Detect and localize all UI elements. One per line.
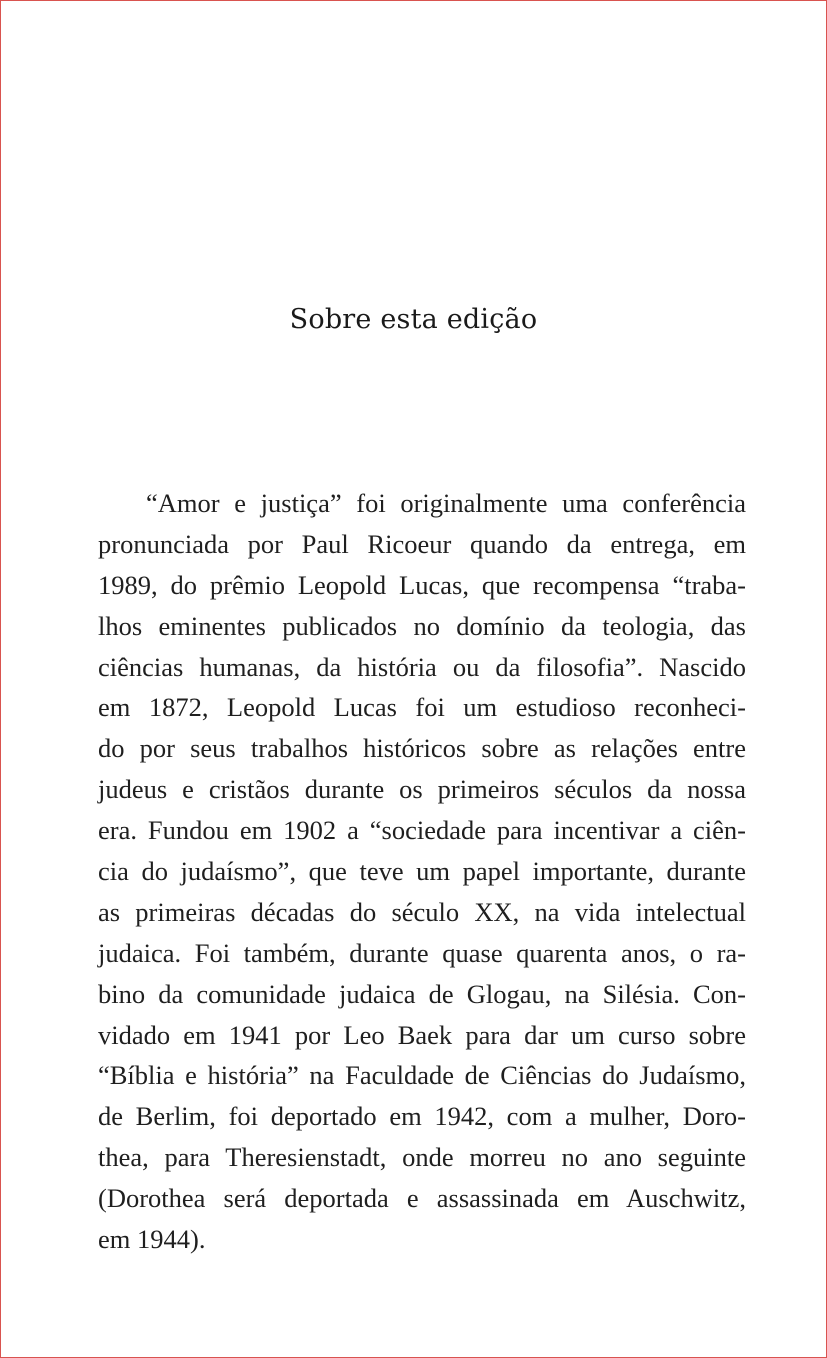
paragraph-line: judeus e cristãos durante os primeiros séculos da nossa xyxy=(98,774,746,805)
paragraph-line: cia do judaísmo”, que teve um papel importante, durante xyxy=(98,856,746,887)
paragraph-line: de Berlim, foi deportado em 1942, com a mulher, Doro- xyxy=(98,1101,746,1132)
paragraph-line: thea, para Theresienstadt, onde morreu no ano seguinte xyxy=(98,1142,746,1173)
page-title: Sobre esta edição xyxy=(289,304,538,335)
paragraph-line: vidado em 1941 por Leo Baek para dar um curso sobre xyxy=(98,1019,746,1050)
paragraph-line: bino da comunidade judaica de Glogau, na Silésia. Con- xyxy=(98,978,746,1009)
paragraph-line: “Bíblia e história” na Faculdade de Ciências do Judaísmo, xyxy=(98,1060,746,1091)
paragraph-line: do por seus trabalhos históricos sobre as relações entre xyxy=(98,733,746,764)
paragraph-line: em 1944). xyxy=(98,1224,206,1255)
paragraph-line: ciências humanas, da história ou da filosofia”. Nascido xyxy=(98,651,746,682)
paragraph-line: (Dorothea será deportada e assassinada em Auschwitz, xyxy=(98,1183,746,1214)
paragraph-line: 1989, do prêmio Leopold Lucas, que recompensa “traba- xyxy=(98,569,746,600)
paragraph-line: pronunciada por Paul Ricoeur quando da entrega, em xyxy=(98,528,746,559)
paragraph-line: as primeiras décadas do século XX, na vida intelectual xyxy=(98,896,746,927)
body-paragraph xyxy=(98,483,746,1260)
paragraph-line: lhos eminentes publicados no domínio da teologia, das xyxy=(98,610,746,641)
paragraph-line: “Amor e justiça” foi originalmente uma conferência xyxy=(146,488,746,518)
paragraph-line: judaica. Foi também, durante quase quarenta anos, o ra- xyxy=(98,937,746,968)
paragraph-line: em 1872, Leopold Lucas foi um estudioso reconheci- xyxy=(98,692,746,723)
paragraph-line: era. Fundou em 1902 a “sociedade para incentivar a ciên- xyxy=(98,815,746,846)
